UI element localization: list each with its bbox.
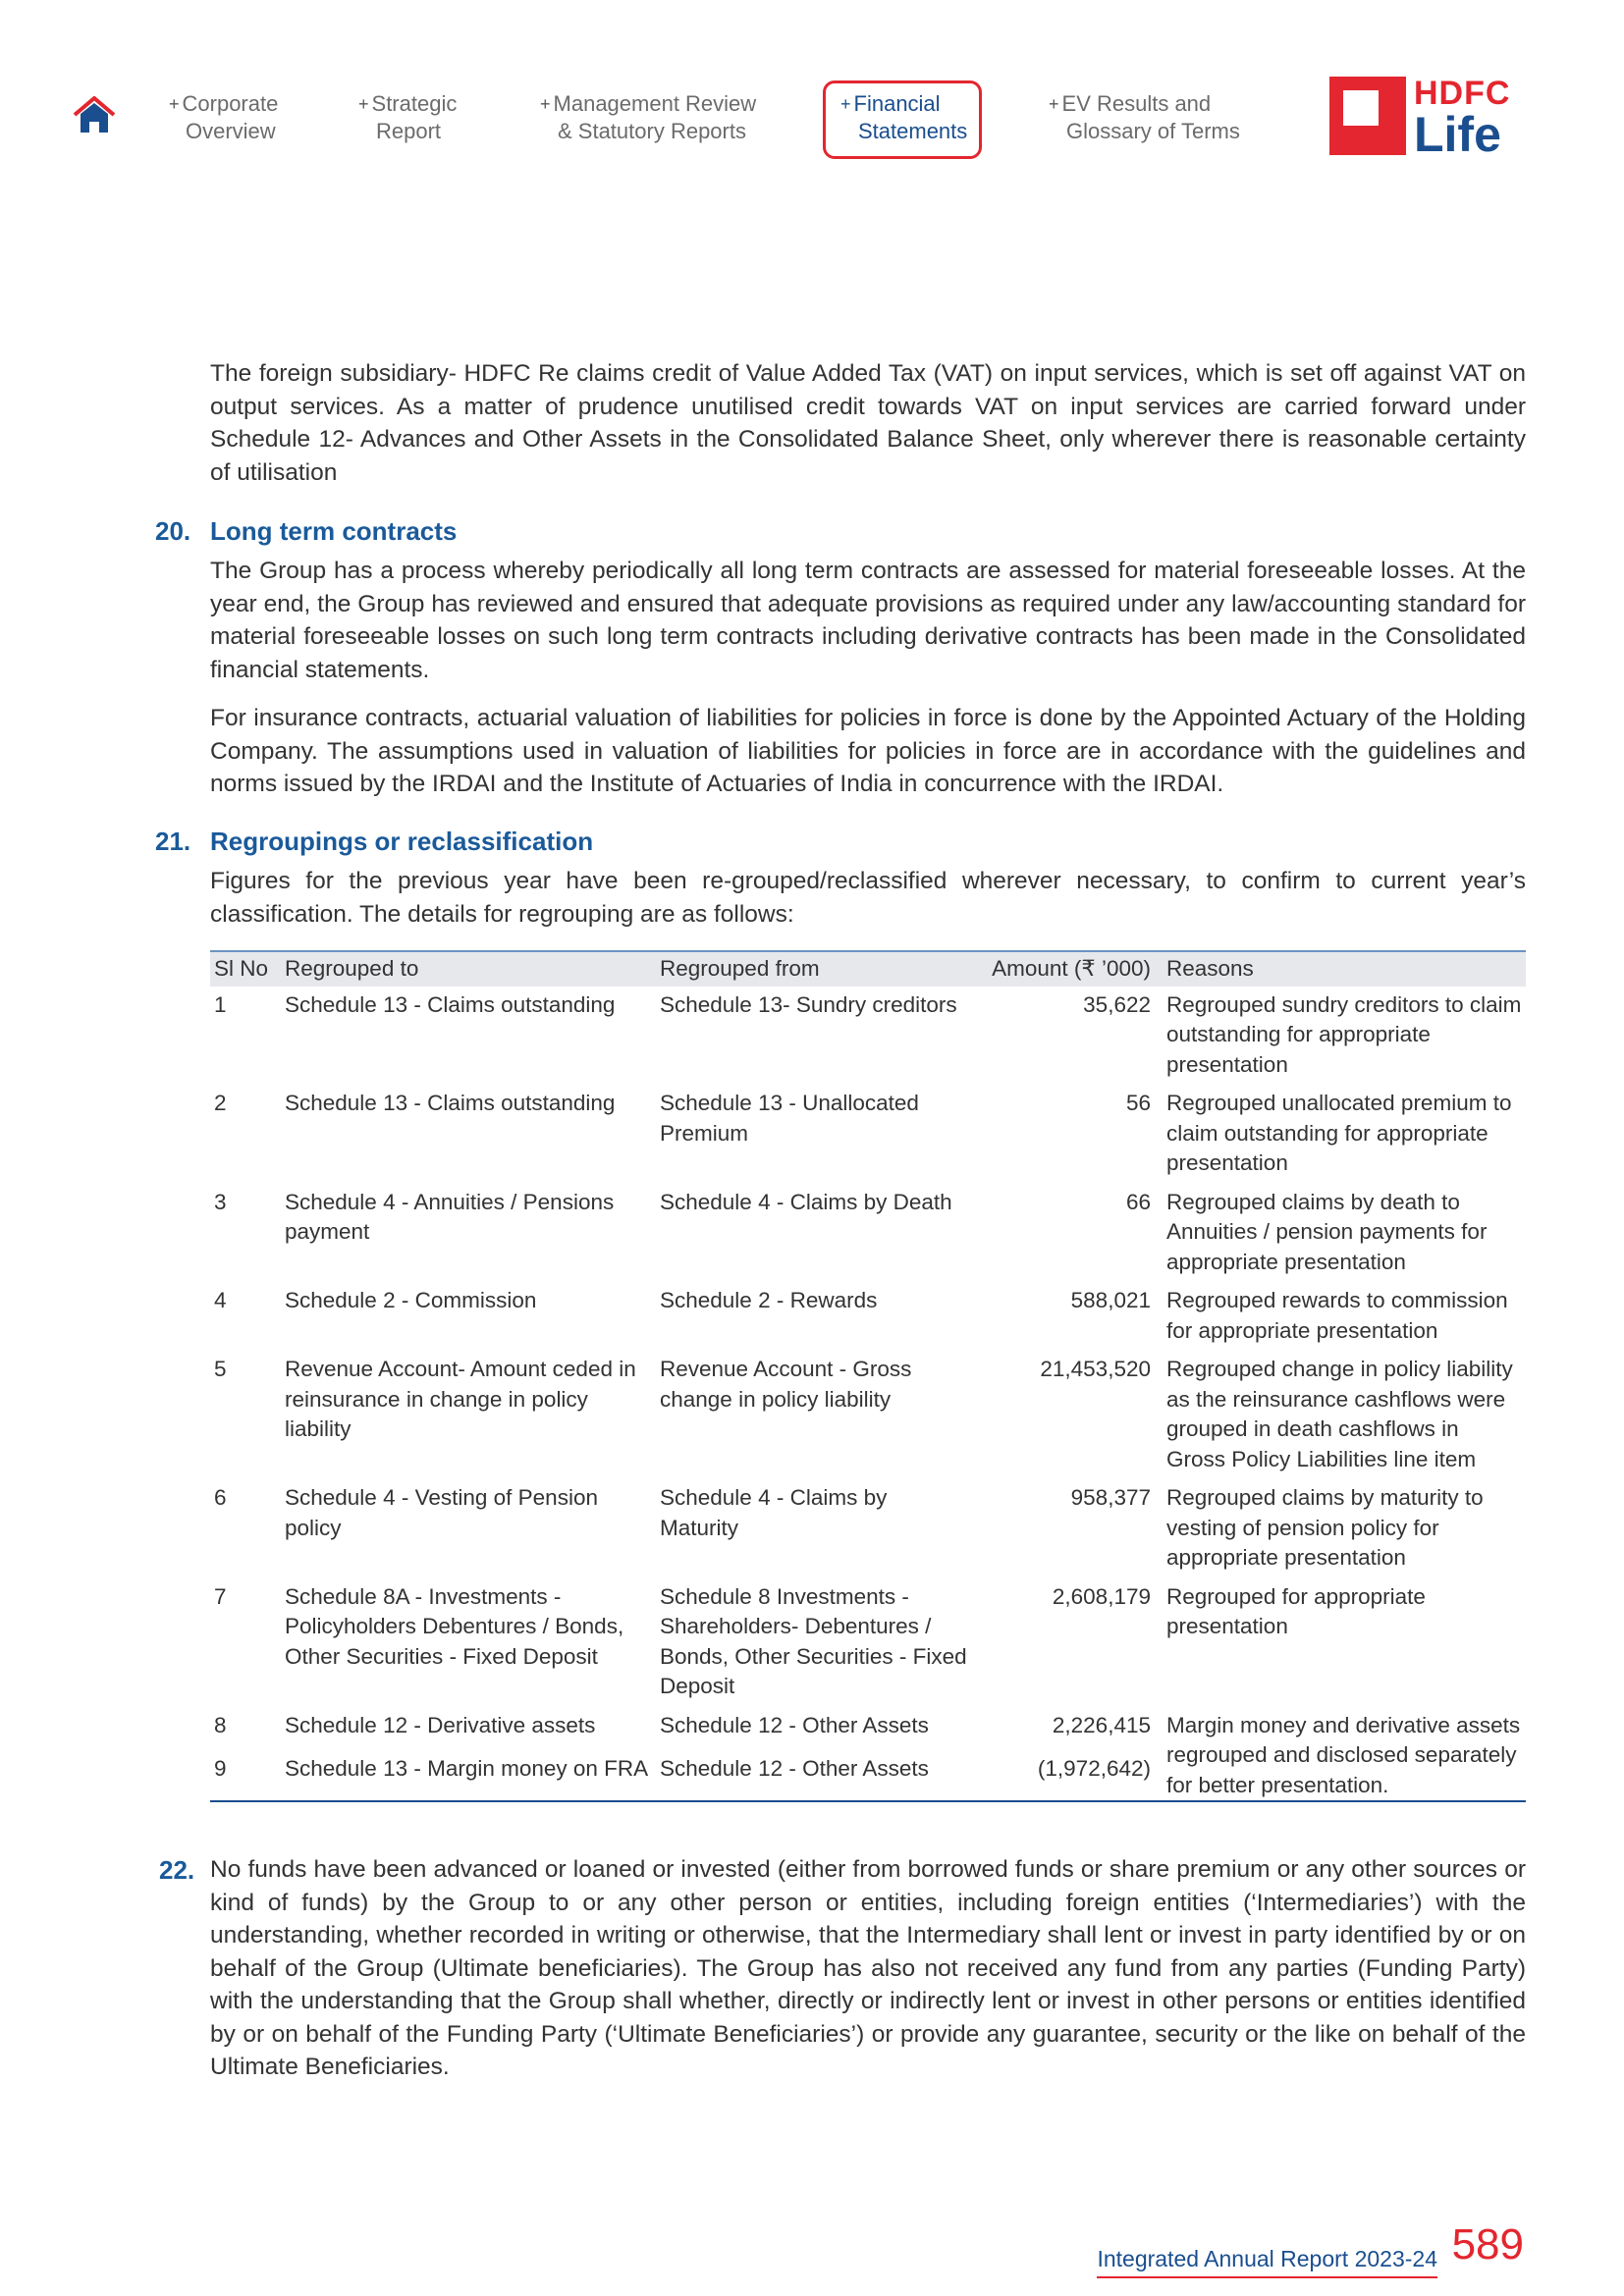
header-regrouped-from: Regrouped from xyxy=(656,951,974,987)
cell-amount: 2,226,415 xyxy=(1052,1712,1151,1737)
plus-icon: + xyxy=(358,94,369,114)
header-sl-no: Sl No xyxy=(210,951,281,987)
plus-icon: + xyxy=(1049,94,1059,114)
nav-corporate-overview[interactable]: + Corporate Overview xyxy=(169,91,279,143)
nav-financial-statements[interactable]: + Financial Statements xyxy=(840,91,968,143)
regrouping-table xyxy=(210,950,1526,1802)
cell-reason: Regrouped for appropriate presentation xyxy=(1166,1583,1426,1638)
plus-icon: + xyxy=(169,94,180,114)
table-row xyxy=(210,987,1526,1086)
page-header xyxy=(0,0,1624,167)
section-20-paragraph-1: The Group has a process whereby periodically all long term contracts are assessed for material foreseeable losses. At the year end, the Group has reviewed and ensured that adequate provisions as required under any law/accounting standard for material foreseeable losses on such long term contracts including derivative contracts has been made in the Consolidated financial statements. xyxy=(210,558,1526,683)
cell-to: Schedule 12 - Derivative assets xyxy=(285,1712,596,1737)
table-row xyxy=(210,1707,1526,1750)
header-reasons: Reasons xyxy=(1163,951,1526,987)
cell-to: Schedule 4 - Annuities / Pensions payment xyxy=(285,1189,615,1244)
cell-from: Schedule 4 - Claims by Death xyxy=(660,1189,952,1214)
section-21-paragraph: Figures for the previous year have been re-grouped/reclassified wherever necessary, to confirm to current year’s classification. The details for regrouping are as follows: xyxy=(210,868,1526,928)
cell-sl: 9 xyxy=(210,1750,281,1801)
table-row xyxy=(210,1479,1526,1578)
hdfc-life-logo xyxy=(1329,75,1522,162)
cell-sl: 4 xyxy=(214,1288,227,1312)
cell-to: Schedule 13 - Margin money on FRA xyxy=(281,1750,656,1801)
section-21-heading: 21. Regroupings or reclassification xyxy=(155,827,594,856)
cell-sl: 8 xyxy=(214,1712,227,1737)
cell-amount: 35,622 xyxy=(1083,991,1151,1017)
section-20-heading: 20. Long term contracts xyxy=(155,516,458,546)
cell-sl: 6 xyxy=(214,1485,227,1510)
cell-reason: Regrouped rewards to commission for appropriate presentation xyxy=(1166,1288,1508,1343)
cell-from: Schedule 12 - Other Assets xyxy=(660,1712,929,1737)
table-row xyxy=(210,1351,1526,1479)
nav-strategic-report[interactable]: + Strategic Report xyxy=(358,91,458,143)
table-row xyxy=(210,1578,1526,1707)
cell-sl: 3 xyxy=(214,1189,227,1214)
cell-reason: Regrouped change in policy liability as the reinsurance cashflows were grouped in death cashflows in Gross Policy Liabilities line item xyxy=(1166,1357,1513,1471)
cell-reason: Regrouped claims by death to Annuities / pension payments for appropriate presentation xyxy=(1166,1189,1488,1274)
cell-sl: 2 xyxy=(214,1091,227,1115)
cell-from: Schedule 13- Sundry creditors xyxy=(660,991,957,1017)
cell-reason: Regrouped unallocated premium to claim outstanding for appropriate presentation xyxy=(1166,1091,1512,1175)
intro-paragraph: The foreign subsidiary- HDFC Re claims credit of Value Added Tax (VAT) on input services, which is set off against VAT on output services. As a matter of prudence unutilised credit towards VAT on input services are carried forward under Schedule 12- Advances and Other Assets in the Consolidated Balance Sheet, only wherever there is reasonable certainty of utilisation xyxy=(210,360,1526,486)
cell-from: Schedule 2 - Rewards xyxy=(660,1288,878,1312)
nav-ev-results[interactable]: + EV Results and Glossary of Terms xyxy=(1049,91,1240,143)
logo-text-hdfc: HDFC xyxy=(1414,75,1511,112)
cell-amount: (1,972,642) xyxy=(974,1750,1163,1801)
cell-reason: Margin money and derivative assets regrouped and disclosed separately for better presentation. xyxy=(1163,1707,1526,1802)
header-amount: Amount (₹ ’000) xyxy=(974,951,1163,987)
footer-report-title: Integrated Annual Report 2023-24 xyxy=(1097,2246,1437,2278)
cell-reason: Regrouped claims by maturity to vesting of pension policy for appropriate presentation xyxy=(1166,1485,1484,1570)
section-22-paragraph: No funds have been advanced or loaned or invested (either from borrowed funds or share premium or any other sources or kind of funds) by the Group to or any other person or entities, including foreign entities (‘Intermediaries’) with the understanding, whether recorded in writing or otherwise, that the Intermediary shall lent or invest in party identified by or on behalf of the Group (Ultimate beneficiaries). The Group has also not received any fund from any parties (Funding Party) with the understanding that the Group shall whether, directly or indirectly lent or invest in other persons or entities identified by or on behalf of the Funding Party (‘Ultimate Beneficiaries’) or provide any guarantee, security or the like on behalf of the Ultimate Beneficiaries. xyxy=(210,1856,1526,2080)
cell-reason: Regrouped sundry creditors to claim outstanding for appropriate presentation xyxy=(1166,991,1522,1077)
table-row xyxy=(210,1184,1526,1283)
cell-to: Revenue Account- Amount ceded in reinsurance in change in policy liability xyxy=(285,1357,636,1441)
section-22-number: 22. xyxy=(159,1855,195,1885)
cell-amount: 2,608,179 xyxy=(1052,1583,1151,1609)
cell-from: Schedule 4 - Claims by Maturity xyxy=(660,1485,888,1540)
cell-amount: 56 xyxy=(1125,1091,1151,1115)
cell-from: Schedule 8 Investments - Shareholders- Debentures / Bonds, Other Securities - Fixed Deposit xyxy=(660,1583,967,1698)
cell-sl: 5 xyxy=(214,1357,227,1381)
table-row xyxy=(210,1085,1526,1184)
plus-icon: + xyxy=(540,94,551,114)
cell-sl: 1 xyxy=(214,991,227,1017)
logo-mark xyxy=(1329,77,1406,155)
cell-amount: 66 xyxy=(1125,1189,1151,1214)
cell-to: Schedule 13 - Claims outstanding xyxy=(285,991,616,1017)
plus-icon: + xyxy=(840,94,851,114)
page-number: 589 xyxy=(1451,2220,1524,2269)
cell-amount: 588,021 xyxy=(1070,1288,1151,1312)
header-regrouped-to: Regrouped to xyxy=(281,951,656,987)
cell-from: Revenue Account - Gross change in policy liability xyxy=(660,1357,912,1412)
home-icon[interactable] xyxy=(73,95,116,134)
cell-sl: 7 xyxy=(214,1583,227,1609)
cell-amount: 958,377 xyxy=(1070,1485,1151,1510)
cell-to: Schedule 4 - Vesting of Pension policy xyxy=(285,1485,598,1540)
table-header-row xyxy=(210,951,1526,987)
cell-from: Schedule 13 - Unallocated Premium xyxy=(660,1091,919,1146)
cell-from: Schedule 12 - Other Assets xyxy=(656,1750,974,1801)
cell-to: Schedule 2 - Commission xyxy=(285,1288,537,1312)
cell-to: Schedule 8A - Investments - Policyholders Debentures / Bonds, Other Securities - Fixed Deposit xyxy=(285,1583,624,1669)
logo-text-life: Life xyxy=(1414,107,1501,162)
table-row xyxy=(210,1282,1526,1351)
cell-to: Schedule 13 - Claims outstanding xyxy=(285,1091,616,1115)
nav-management-review[interactable]: + Management Review & Statutory Reports xyxy=(540,91,757,143)
cell-amount: 21,453,520 xyxy=(1040,1357,1151,1381)
section-20-paragraph-2: For insurance contracts, actuarial valuation of liabilities for policies in force is done by the Appointed Actuary of the Holding Company. The assumptions used in valuation of liabilities for policies in force are in accordance with the guidelines and norms issued by the IRDAI and the Institute of Actuaries of India in concurrence with the IRDAI. xyxy=(210,705,1526,797)
